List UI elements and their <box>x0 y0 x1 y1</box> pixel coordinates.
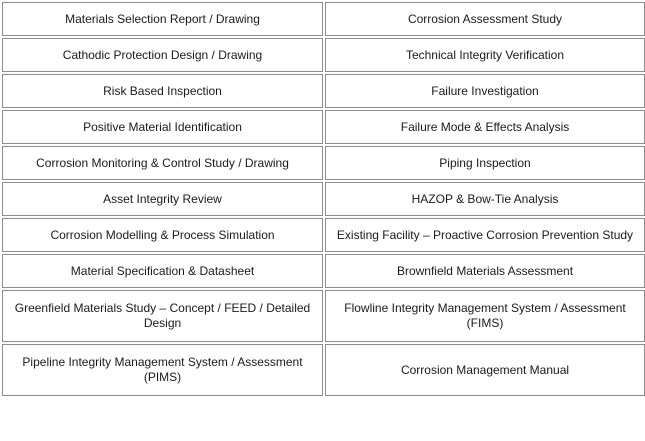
table-row <box>2 344 645 396</box>
table-row <box>2 74 645 108</box>
table-cell: Brownfield Materials Assessment <box>325 254 645 288</box>
table-row <box>2 38 645 72</box>
table-cell: Failure Mode & Effects Analysis <box>325 110 645 144</box>
table-row <box>2 254 645 288</box>
table-cell: Asset Integrity Review <box>2 182 323 216</box>
table-cell: Pipeline Integrity Management System / Assessment (PIMS) <box>2 344 323 396</box>
table-cell: Risk Based Inspection <box>2 74 323 108</box>
table-cell: Corrosion Assessment Study <box>325 2 645 36</box>
table-cell: Failure Investigation <box>325 74 645 108</box>
table-cell: Corrosion Modelling & Process Simulation <box>2 218 323 252</box>
table-cell: HAZOP & Bow-Tie Analysis <box>325 182 645 216</box>
table-row <box>2 182 645 216</box>
table-cell: Material Specification & Datasheet <box>2 254 323 288</box>
table-row <box>2 146 645 180</box>
table-row <box>2 290 645 342</box>
table-cell: Materials Selection Report / Drawing <box>2 2 323 36</box>
table-row <box>2 218 645 252</box>
table-cell: Greenfield Materials Study – Concept / FEED / Detailed Design <box>2 290 323 342</box>
table-cell: Technical Integrity Verification <box>325 38 645 72</box>
table-cell: Corrosion Monitoring & Control Study / Drawing <box>2 146 323 180</box>
table-cell: Existing Facility – Proactive Corrosion Prevention Study <box>325 218 645 252</box>
table-row <box>2 110 645 144</box>
table-row <box>2 2 645 36</box>
table-cell: Corrosion Management Manual <box>325 344 645 396</box>
table-cell: Flowline Integrity Management System / Assessment (FIMS) <box>325 290 645 342</box>
table-cell: Piping Inspection <box>325 146 645 180</box>
table-cell: Positive Material Identification <box>2 110 323 144</box>
table-cell: Cathodic Protection Design / Drawing <box>2 38 323 72</box>
